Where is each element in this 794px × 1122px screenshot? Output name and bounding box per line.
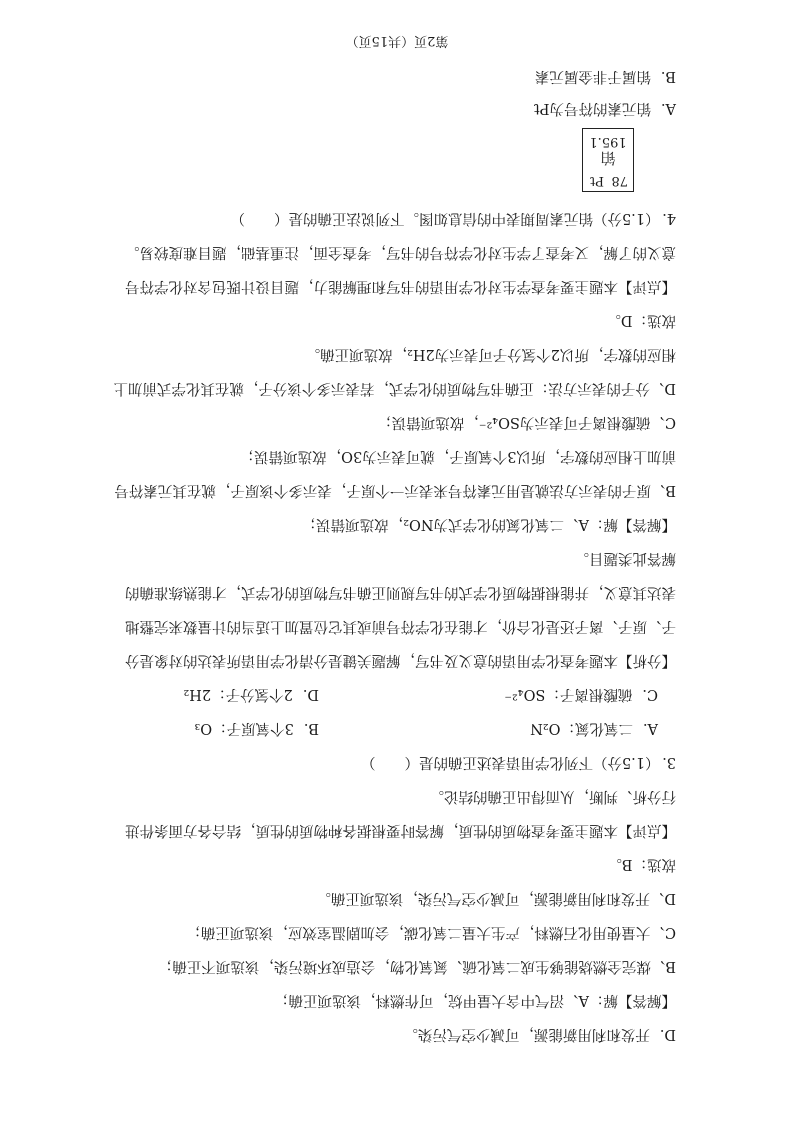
text-line: 故选：D。: [606, 312, 676, 328]
text-line: 表达其意义，并能根据物质化学式的书写规则正确书写物质的化学式，才能熟练准确的: [125, 584, 676, 600]
page-footer: 第2页（共15页）: [345, 33, 449, 48]
element-name: 铂: [600, 149, 616, 167]
periodic-table-cell: [582, 128, 634, 192]
text-line: D、开发和利用新能源，可减少空气污染，该选项正确。: [316, 890, 676, 906]
text-line: 故选：B。: [607, 856, 676, 872]
text-line: D．开发和利用新能源，可减少空气污染。: [403, 1026, 676, 1042]
option-b: B．3个氧原子：O₃: [194, 720, 319, 736]
text-line: D、分子的表示方法：正确书写物质的化学式，若表示多个该分子，就在其化学式前加上: [113, 380, 676, 396]
text-line: B、原子的表示方法就是用元素符号来表示一个原子，表示多个该原子，就在其元素符号: [114, 482, 676, 498]
text-line: 【点评】本题主要考查学生对化学用语的书写和理解能力，题目设计既包含对化学符号: [125, 278, 676, 294]
atomic-number: 78: [611, 173, 628, 188]
text-line: 【解答】解：A、沼气中含大量甲烷，可作燃料，该选项正确；: [274, 992, 676, 1008]
question-3-stem: 3．（1.5分）下列化学用语表述正确的是（ ）: [360, 754, 676, 770]
option-a: A．二氧化氮：O₂N: [530, 720, 658, 736]
option-b: B．铂属于非金属元素: [534, 68, 676, 84]
question-4-stem: 4．（1.5分）铂元素周期表中的信息如图。下列说法正确的是（ ）: [230, 210, 676, 226]
text-line: 【分析】本题考查化学用语的意义及书写，解题关键是分清化学用语所表达的对象是分: [125, 652, 676, 668]
atomic-mass: 195.1: [589, 134, 627, 149]
text-line: 子、原子、离子还是化合价，才能在化学符号前或其它位置加上适当的计量数来完整地: [125, 618, 676, 634]
text-line: 前加上相应的数字，所以3个氧原子，就可表示为3O，故选项错误；: [239, 448, 676, 464]
text-line: 解答此类题目。: [574, 550, 676, 566]
text-line: C、硫酸根离子可表示为SO₄²⁻，故选项错误；: [377, 414, 676, 430]
text-line: B、煤完全燃烧能够生成二氧化硫、氮氧化物，会造成环境污染，该选项不正确；: [157, 958, 676, 974]
text-line: 相应的数字，所以2个氢分子可表示为2H₂，故选项正确。: [305, 346, 676, 362]
text-line: 意义的了解，又考查了学生对化学符号的书写，考查全面，注重基础，题目难度较易。: [125, 244, 676, 260]
option-d: D．2个氢分子：2H₂: [183, 686, 319, 702]
option-a: A．铂元素的符号为Pt: [533, 100, 676, 116]
option-c: C．硫酸根离子：SO₄²⁻: [504, 686, 658, 702]
text-line: 【点评】本题主要考查物质的性质，解答时要根据各种物质的性质，结合各方面条件进: [125, 822, 676, 838]
text-line: 行分析、判断，从而得出正确的结论。: [429, 788, 676, 804]
text-line: C、大量使用化石燃料，产生大量二氧化碳，会加剧温室效应，该选项正确；: [186, 924, 676, 940]
element-symbol: Pt: [590, 173, 604, 188]
text-line: 【解答】解：A、二氧化氮的化学式为NO₂，故选项错误；: [301, 516, 676, 532]
